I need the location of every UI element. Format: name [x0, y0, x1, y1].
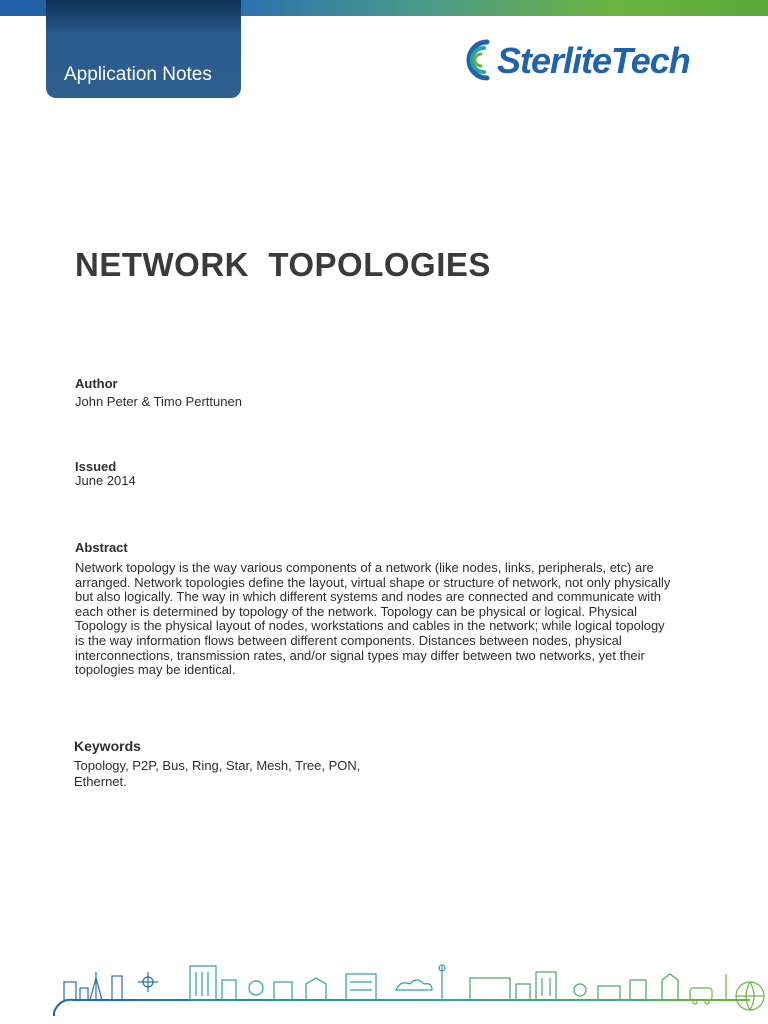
sterlite-tech-logo: [457, 36, 717, 86]
abstract-text: Network topology is the way various components of a network (like nodes, links, peripherals, etc) are arranged. Network topologies define the layout, virtual shape or structure of network, not only physically but also logically. The way in which different systems and nodes are connected and communicate with each other is determined by topology of the network. Topology can be physical or logical. Physical Topology is the physical layout of nodes, workstations and cables in the network; while logical topology is the way information flows between different components. Distances between nodes, physical interconnections, transmission rates, and/or signal types may differ between two networks, yet their topologies may be identical.: [75, 560, 671, 678]
author-label: Author: [75, 376, 118, 391]
keywords-text: Topology, P2P, Bus, Ring, Star, Mesh, Tree, PON, Ethernet.: [74, 758, 361, 789]
issued-label: Issued: [75, 459, 117, 474]
city-network-skyline-illustration: [50, 960, 768, 1020]
application-notes-tab: [46, 0, 241, 98]
abstract-label: Abstract: [75, 540, 128, 555]
page-title: NETWORK TOPOLOGIES: [75, 246, 491, 283]
issued-value: June 2014: [75, 473, 136, 488]
keywords-label: Keywords: [74, 738, 141, 754]
sterlite-logo-icon: [457, 36, 501, 84]
logo-text: SterliteTech: [497, 40, 690, 81]
tab-label: Application Notes: [64, 64, 212, 85]
author-value: John Peter & Timo Perttunen: [75, 394, 242, 409]
